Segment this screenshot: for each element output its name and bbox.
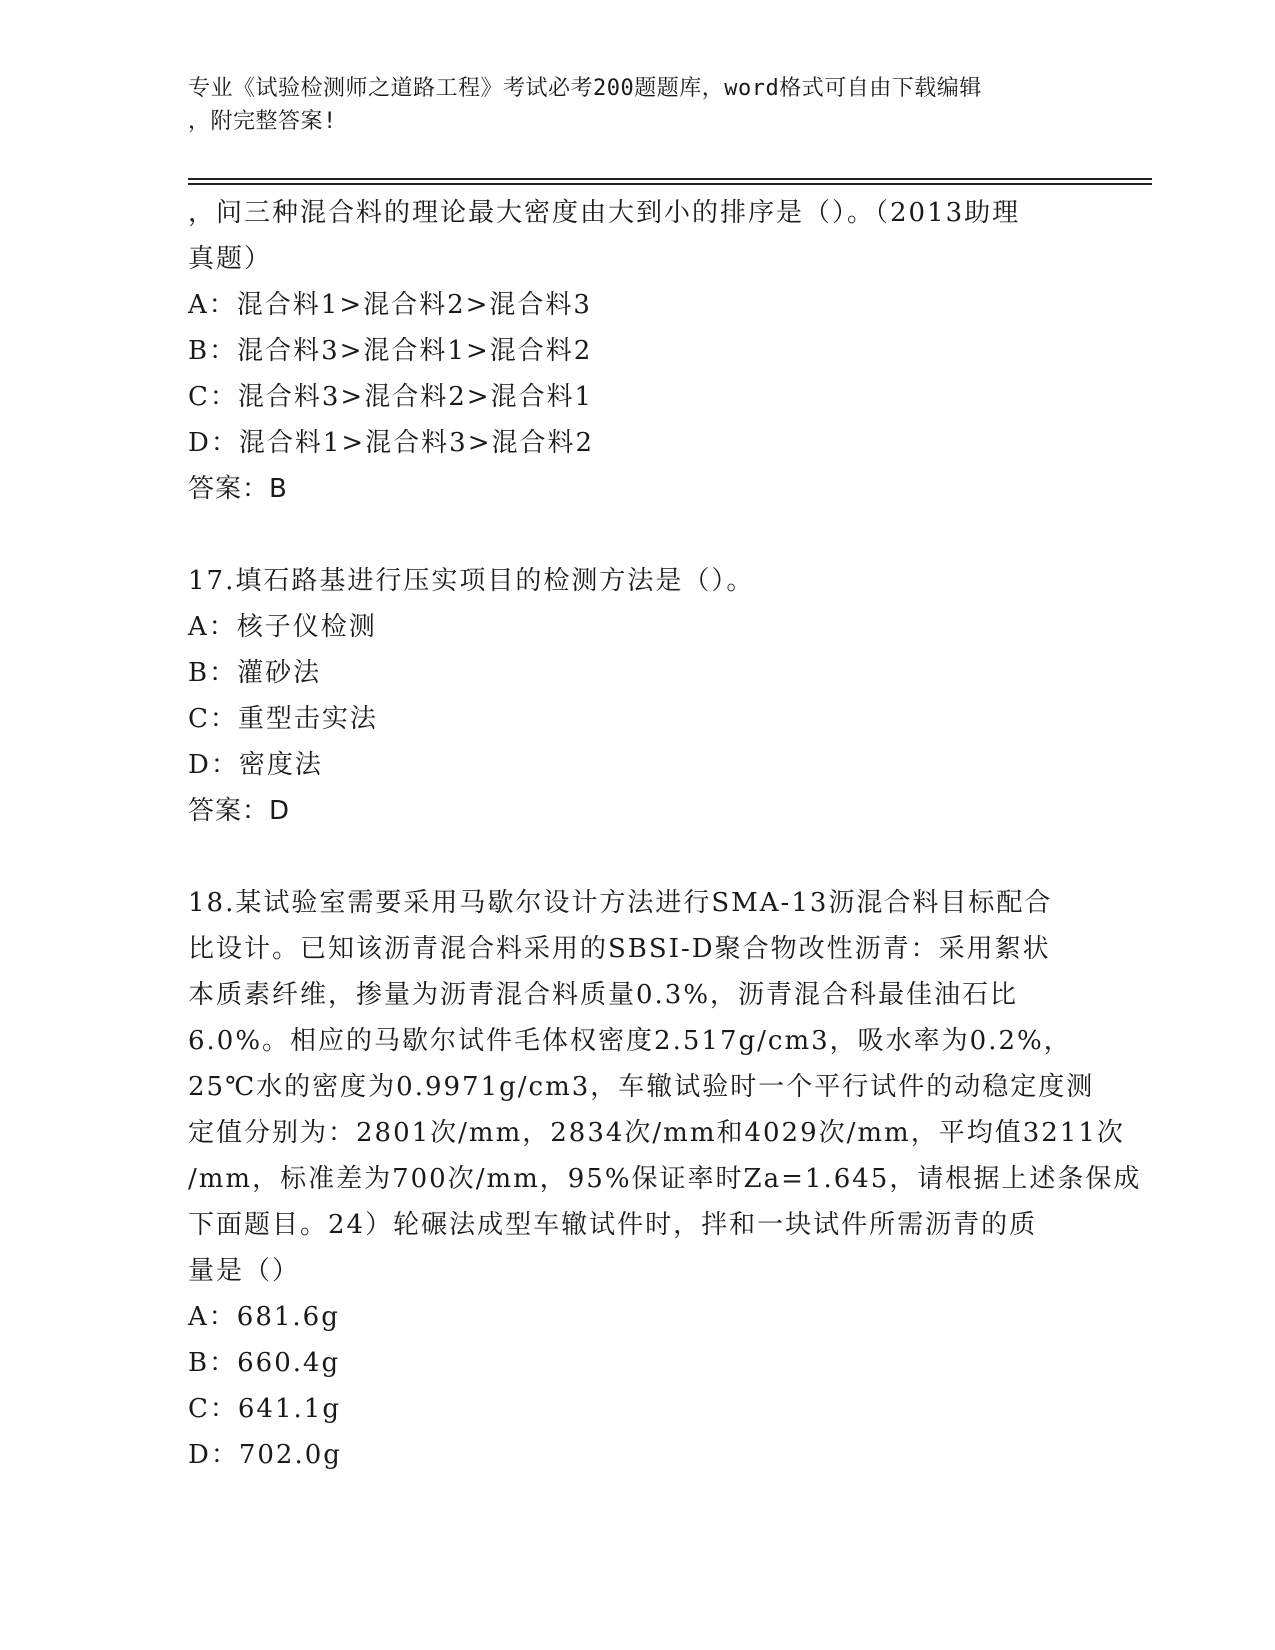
option-a: A：核子仪检测 <box>188 612 377 642</box>
spacer <box>188 834 1088 880</box>
option-c: C：混合料3>混合料2>混合料1 <box>188 382 594 412</box>
option-b: B：660.4g <box>188 1348 341 1378</box>
question-16 <box>188 190 1088 512</box>
option-d: D：702.0g <box>188 1440 342 1470</box>
question-stem-line: 比设计。已知该沥青混合料采用的SBSI-D聚合物改性沥青：采用絮状 <box>188 934 1051 964</box>
option-c: C：641.1g <box>188 1394 341 1424</box>
header-rule-top <box>188 178 1152 180</box>
question-stem-line: 下面题目。24）轮碾法成型车辙试件时，拌和一块试件所需沥青的质 <box>188 1210 1038 1240</box>
question-17 <box>188 558 1088 834</box>
spacer <box>188 512 1088 558</box>
option-b: B：灌砂法 <box>188 658 322 688</box>
question-stem-line: 量是（） <box>188 1256 301 1286</box>
option-b: B：混合料3>混合料1>混合料2 <box>188 336 593 366</box>
question-stem-line: 真题） <box>188 244 273 274</box>
question-stem-line: 17.填石路基进行压实项目的检测方法是（）。 <box>188 566 755 596</box>
question-stem-line: 18.某试验室需要采用马歇尔设计方法进行SMA-13沥混合料目标配合 <box>188 888 1053 918</box>
option-a: A：混合料1>混合料2>混合料3 <box>188 290 592 320</box>
header-title-line-1: 专业《试验检测师之道路工程》考试必考200题题库，word格式可自由下载编辑 <box>188 76 982 101</box>
page-header <box>188 72 1088 138</box>
question-stem-line: /mm，标准差为700次/mm，95%保证率时Za=1.645，请根据上述条保成 <box>188 1164 1142 1194</box>
option-c: C：重型击实法 <box>188 704 378 734</box>
question-18 <box>188 880 1142 1478</box>
question-stem-line: 6.0%。相应的马歇尔试件毛体权密度2.517g/cm3，吸水率为0.2%， <box>188 1026 1072 1056</box>
question-stem-line: ，问三种混合料的理论最大密度由大到小的排序是（）。（2013助理 <box>188 198 1021 228</box>
question-stem-line: 25℃水的密度为0.9971g/cm3，车辙试验时一个平行试件的动稳定度测 <box>188 1072 1095 1102</box>
answer-line: 答案：D <box>188 796 291 826</box>
question-stem-line: 本质素纤维，掺量为沥青混合料质量0.3%，沥青混合科最佳油石比 <box>188 980 1019 1010</box>
option-a: A：681.6g <box>188 1302 340 1332</box>
document-body <box>188 190 1142 1478</box>
header-rule-bottom <box>188 183 1152 185</box>
header-title-line-2: ，附完整答案! <box>188 109 337 134</box>
question-stem-line: 定值分别为：2801次/mm，2834次/mm和4029次/mm，平均值3211次 <box>188 1118 1125 1148</box>
answer-line: 答案：B <box>188 474 288 504</box>
option-d: D：混合料1>混合料3>混合料2 <box>188 428 595 458</box>
option-d: D：密度法 <box>188 750 323 780</box>
